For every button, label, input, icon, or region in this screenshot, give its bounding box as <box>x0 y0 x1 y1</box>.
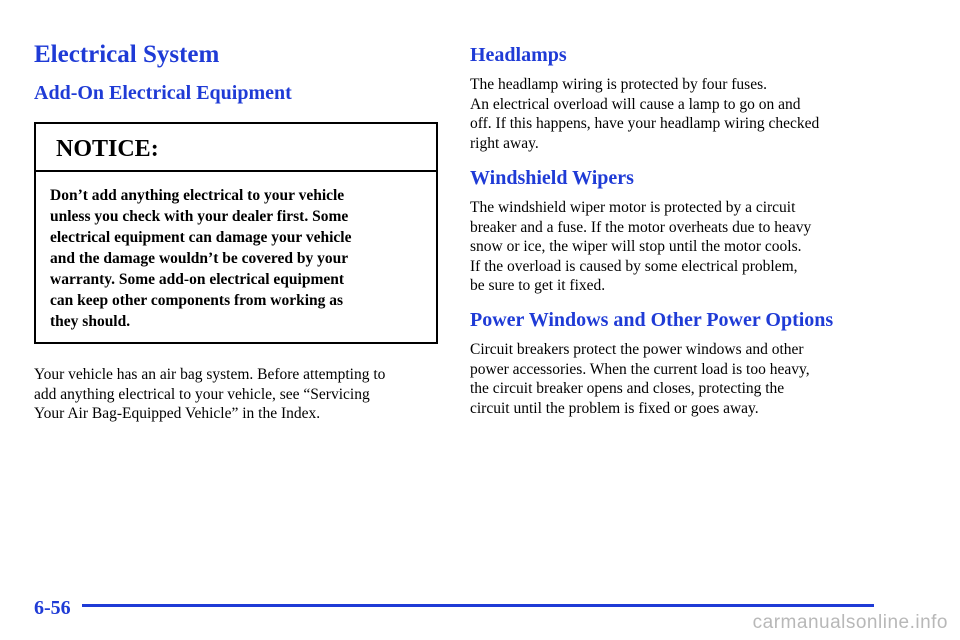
section-heading-add-on-electrical: Add-On Electrical Equipment <box>34 82 292 104</box>
notice-text <box>36 172 436 332</box>
paragraph-line: Your vehicle has an air bag system. Before attempting to <box>34 366 386 383</box>
power-paragraph <box>470 340 810 418</box>
paragraph-line: Circuit breakers protect the power windows and other <box>470 341 804 358</box>
notice-line: electrical equipment can damage your vehicle <box>50 229 352 246</box>
paragraph-line: the circuit breaker opens and closes, protecting the <box>470 380 785 397</box>
page-title: Electrical System <box>34 41 220 68</box>
paragraph-line: breaker and a fuse. If the motor overheats due to heavy <box>470 218 812 236</box>
paragraph-line: An electrical overload will cause a lamp to go on and <box>470 95 801 113</box>
page-number: 6-56 <box>34 597 71 619</box>
notice-line: unless you check with your dealer first. Some <box>50 208 349 225</box>
section-heading-windshield-wipers: Windshield Wipers <box>470 167 634 189</box>
paragraph-line: The windshield wiper motor is protected by a circuit <box>470 199 796 216</box>
watermark: carmanualsonline.info <box>752 612 948 633</box>
headlamps-paragraph <box>470 75 819 153</box>
paragraph-line: off. If this happens, have your headlamp wiring checked <box>470 115 820 132</box>
paragraph-line: add anything electrical to your vehicle, see “Servicing <box>34 385 370 403</box>
footer-rule <box>82 604 874 607</box>
wipers-paragraph <box>470 198 811 296</box>
section-heading-headlamps: Headlamps <box>470 44 567 66</box>
notice-line: Don’t add anything electrical to your vehicle <box>50 187 345 204</box>
paragraph-line: Your Air Bag-Equipped Vehicle” in the Index. <box>34 405 321 422</box>
paragraph-line: be sure to get it fixed. <box>470 277 606 294</box>
paragraph-line: circuit until the problem is fixed or goes away. <box>470 399 759 417</box>
notice-line: warranty. Some add-on electrical equipment <box>50 271 345 288</box>
paragraph-line: right away. <box>470 134 539 152</box>
notice-box <box>34 122 438 344</box>
section-heading-power-windows: Power Windows and Other Power Options <box>470 309 834 331</box>
air-bag-paragraph <box>34 365 385 424</box>
paragraph-line: power accessories. When the current load is too heavy, <box>470 360 810 378</box>
notice-line: they should. <box>50 313 131 330</box>
paragraph-line: The headlamp wiring is protected by four fuses. <box>470 76 767 93</box>
notice-line: and the damage wouldn’t be covered by your <box>50 250 349 267</box>
notice-line: can keep other components from working as <box>50 292 344 309</box>
paragraph-line: snow or ice, the wiper will stop until the motor cools. <box>470 238 802 255</box>
paragraph-line: If the overload is caused by some electrical problem, <box>470 257 798 275</box>
notice-title: NOTICE: <box>36 124 436 172</box>
